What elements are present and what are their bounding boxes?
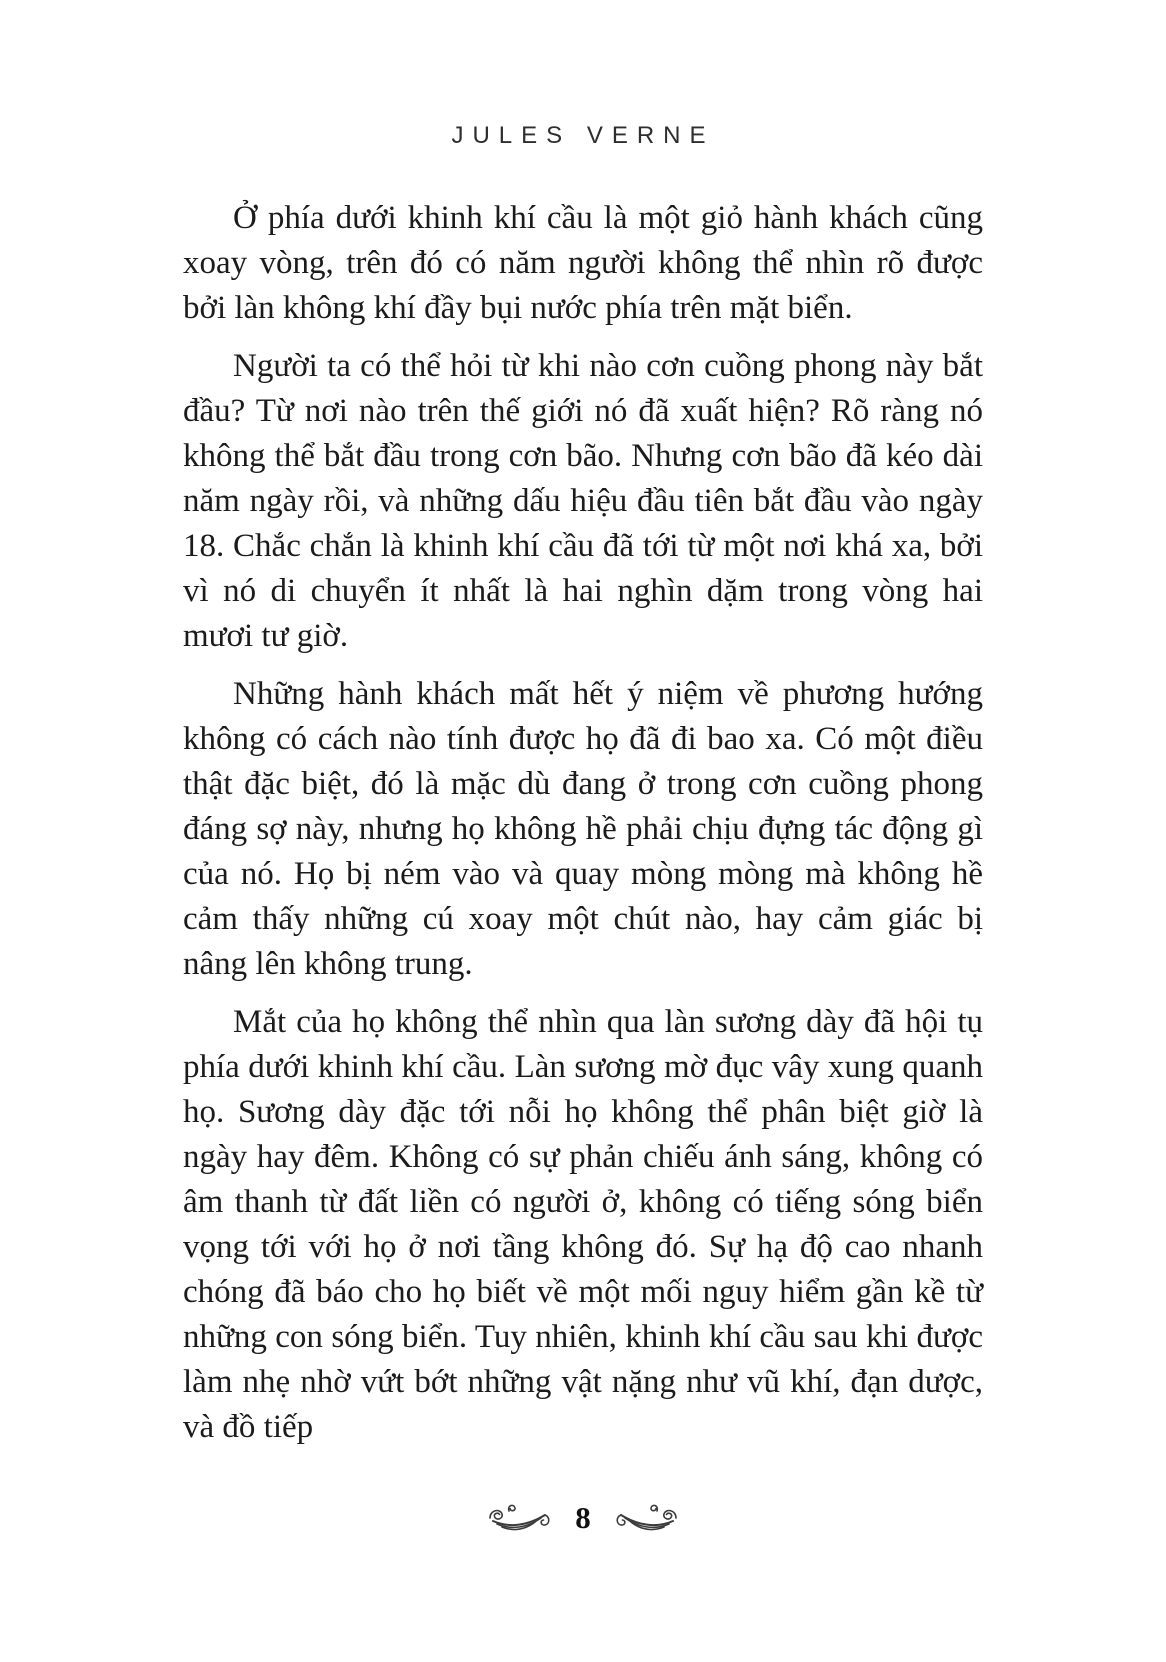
flourish-left-icon — [487, 1503, 551, 1533]
running-header-author: JULES VERNE — [451, 122, 715, 149]
text-block — [183, 196, 983, 1463]
body-paragraph: Những hành khách mất hết ý niệm về phương hướng không có cách nào tính được họ đã đi bao xa. Có một điều thật đặc biệt, đó là mặc dù đang ở trong cơn cuồng phong đáng sợ này, nhưng họ không hề phải chịu đựng tác động gì của nó. Họ bị ném vào và quay mòng mòng mà không hề cảm thấy những cú xoay một chút nào, hay cảm giác bị nâng lên không trung. — [183, 676, 983, 982]
flourish-right-icon — [615, 1503, 679, 1533]
body-paragraph: Mắt của họ không thể nhìn qua làn sương dày đã hội tụ phía dưới khinh khí cầu. Làn sương mờ đục vây xung quanh họ. Sương dày đặc tới nỗi họ không thể phân biệt giờ là ngày hay đêm. Không có sự phản chiếu ánh sáng, không có âm thanh từ đất liền có người ở, không có tiếng sóng biển vọng tới với họ ở nơi tầng không đó. Sự hạ độ cao nhanh chóng đã báo cho họ biết về một mối nguy hiểm gần kề từ những con sóng biển. Tuy nhiên, khinh khí cầu sau khi được làm nhẹ nhờ vứt bớt những vật nặng như vũ khí, đạn dược, và đồ tiếp — [183, 1004, 983, 1445]
body-paragraph: Người ta có thể hỏi từ khi nào cơn cuồng phong này bắt đầu? Từ nơi nào trên thế giới nó đã xuất hiện? Rõ ràng nó không thể bắt đầu trong cơn bão. Nhưng cơn bão đã kéo dài năm ngày rồi, và những dấu hiệu đầu tiên bắt đầu vào ngày 18. Chắc chắn là khinh khí cầu đã tới từ một nơi khá xa, bởi vì nó di chuyển ít nhất là hai nghìn dặm trong vòng hai mươi tư giờ. — [183, 348, 983, 654]
page-footer — [0, 1502, 1166, 1533]
body-paragraph: Ở phía dưới khinh khí cầu là một giỏ hành khách cũng xoay vòng, trên đó có năm người không thể nhìn rõ được bởi làn không khí đầy bụi nước phía trên mặt biển. — [183, 200, 983, 326]
page-number: 8 — [575, 1500, 591, 1535]
